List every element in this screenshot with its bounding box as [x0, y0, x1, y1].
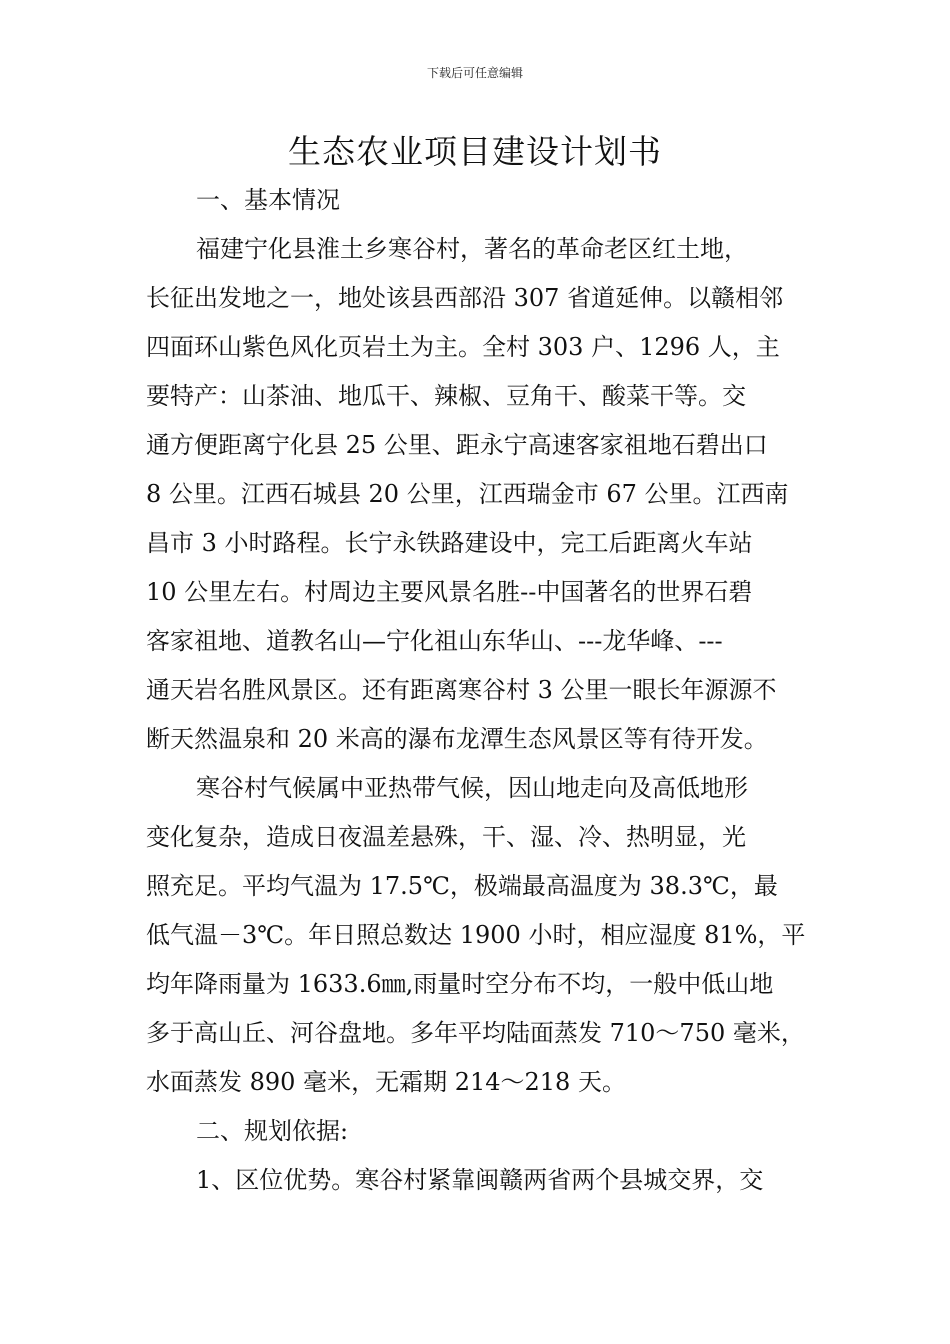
text-line: 一、基本情况 [196, 186, 340, 214]
text-line: 通方便距离宁化县 25 公里、距永宁高速客家祖地石碧出口 [146, 431, 768, 459]
text-line: 长征出发地之一，地处该县西部沿 307 省道延伸。以赣相邻 [146, 284, 784, 312]
header-note: 下载后可任意编辑 [426, 66, 523, 80]
document-title: 生态农业项目建设计划书 [288, 132, 662, 171]
text-line: 照充足。平均气温为 17.5℃，极端最高温度为 38.3℃，最 [146, 872, 778, 900]
document-body [146, 176, 806, 1205]
text-line: 1、区位优势。寒谷村紧靠闽赣两省两个县城交界，交 [196, 1166, 764, 1194]
text-line: 四面环山紫色风化页岩土为主。全村 303 户、1296 人，主 [146, 333, 780, 361]
text-line: 二、规划依据: [196, 1117, 349, 1145]
text-line: 客家祖地、道教名山—宁化祖山东华山、---龙华峰、--- [146, 627, 723, 655]
text-line: 要特产：山茶油、地瓜干、辣椒、豆角干、酸菜干等。交 [146, 382, 746, 410]
text-line: 寒谷村气候属中亚热带气候，因山地走向及高低地形 [196, 774, 748, 802]
text-line: 福建宁化县淮土乡寒谷村，著名的革命老区红土地， [196, 235, 748, 263]
text-line: 10 公里左右。村周边主要风景名胜--中国著名的世界石碧 [146, 578, 753, 606]
text-line: 多于高山丘、河谷盘地。多年平均陆面蒸发 710～750 毫米， [146, 1019, 805, 1047]
text-line: 水面蒸发 890 毫米，无霜期 214～218 天。 [146, 1068, 626, 1096]
text-line: 低气温－3℃。年日照总数达 1900 小时，相应湿度 81%，平 [146, 921, 806, 949]
text-line: 变化复杂，造成日夜温差悬殊，干、湿、冷、热明显，光 [146, 823, 746, 851]
text-line: 昌市 3 小时路程。长宁永铁路建设中，完工后距离火车站 [146, 529, 753, 557]
text-line: 断天然温泉和 20 米高的瀑布龙潭生态风景区等有待开发。 [146, 725, 768, 753]
text-line: 8 公里。江西石城县 20 公里，江西瑞金市 67 公里。江西南 [146, 480, 789, 508]
text-line: 通天岩名胜风景区。还有距离寒谷村 3 公里一眼长年源源不 [146, 676, 777, 704]
text-line: 均年降雨量为 1633.6㎜,雨量时空分布不均，一般中低山地 [146, 970, 774, 998]
